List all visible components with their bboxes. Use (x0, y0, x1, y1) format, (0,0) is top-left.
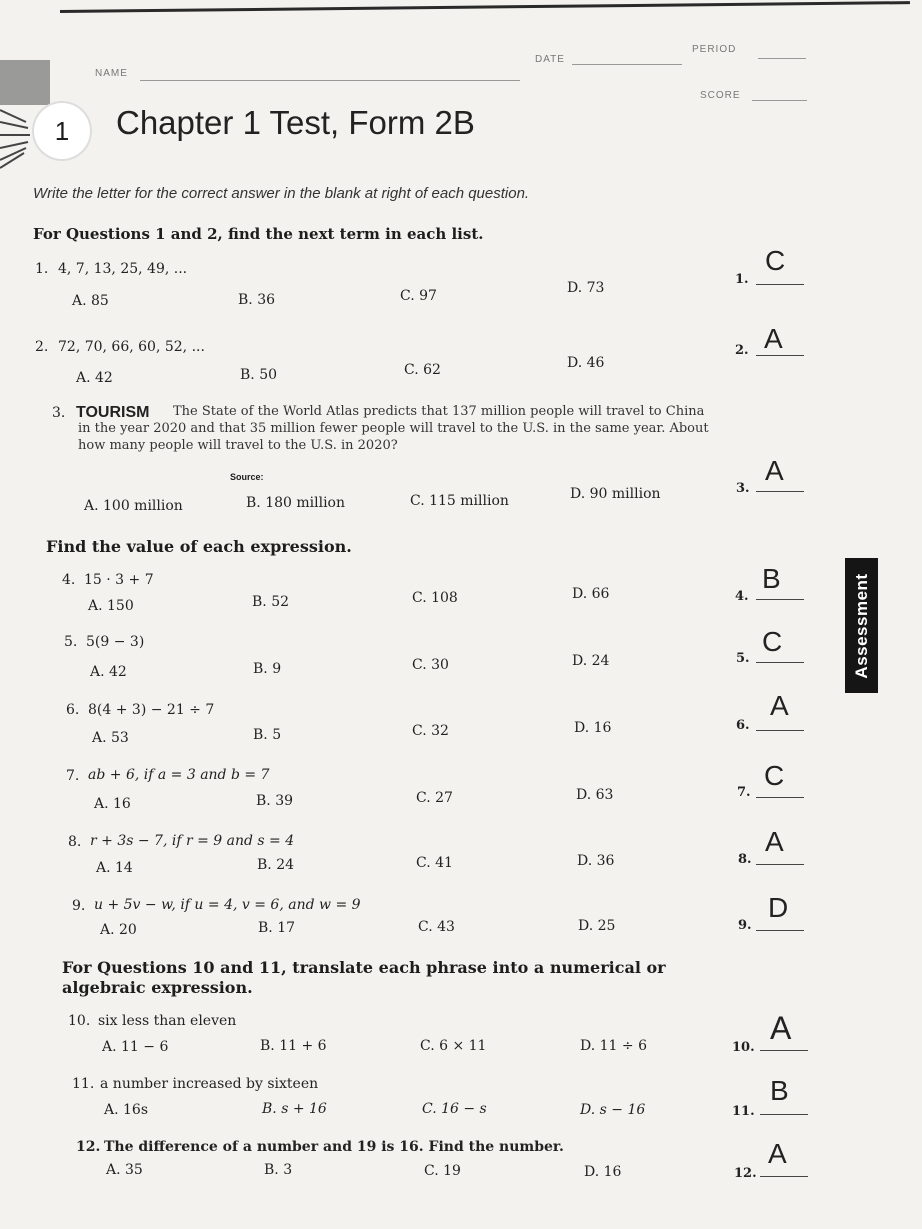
option-b[interactable]: B. 17 (258, 920, 296, 936)
score-line[interactable] (752, 100, 807, 101)
answer-line (756, 730, 804, 731)
answer-line (760, 1176, 808, 1177)
section-heading-3: For Questions 10 and 11, translate each phrase into a numerical or algebraic expression. (62, 958, 666, 997)
question-text: The difference of a number and 19 is 16. Find the number. (104, 1139, 564, 1155)
option-a[interactable]: A. 35 (106, 1162, 143, 1178)
option-d[interactable]: D. 16 (574, 720, 612, 736)
source-label: Source: (230, 472, 264, 482)
answer-blank[interactable]: A (764, 323, 783, 354)
question-number: 3. (52, 405, 66, 421)
option-d[interactable]: D. 90 million (570, 486, 661, 502)
answer-line (756, 491, 804, 492)
question-number: 2. (35, 339, 49, 355)
option-b[interactable]: B. 180 million (246, 495, 345, 511)
answer-number: 1. (735, 272, 749, 287)
answer-number: 2. (735, 343, 749, 358)
question-number: 10. (68, 1013, 91, 1029)
question-number: 6. (66, 702, 80, 718)
option-a[interactable]: A. 14 (96, 860, 133, 876)
section-heading-1: For Questions 1 and 2, find the next term in each list. (33, 225, 484, 243)
option-a[interactable]: A. 42 (76, 370, 113, 386)
option-d[interactable]: D. 16 (584, 1164, 622, 1180)
answer-number: 3. (736, 481, 750, 496)
option-d[interactable]: D. 63 (576, 787, 614, 803)
option-a[interactable]: A. 53 (92, 730, 129, 746)
answer-blank[interactable]: B (770, 1075, 789, 1106)
option-c[interactable]: C. 108 (412, 590, 458, 606)
answer-blank[interactable]: A (770, 690, 789, 721)
answer-number: 9. (738, 918, 752, 933)
answer-blank[interactable]: C (762, 626, 783, 657)
question-text: 15 · 3 + 7 (84, 572, 154, 588)
option-b[interactable]: B. 5 (253, 727, 282, 743)
option-a[interactable]: A. 11 − 6 (102, 1039, 169, 1055)
option-b[interactable]: B. 11 + 6 (260, 1038, 327, 1054)
option-c[interactable]: C. 43 (418, 919, 455, 935)
option-a[interactable]: A. 100 million (84, 498, 183, 514)
date-line[interactable] (572, 64, 682, 65)
answer-number: 7. (737, 785, 751, 800)
top-rule (60, 1, 910, 13)
name-line[interactable] (140, 80, 520, 81)
option-a[interactable]: A. 20 (100, 922, 137, 938)
period-label: PERIOD (692, 44, 737, 55)
answer-blank[interactable]: C (764, 760, 785, 791)
option-b[interactable]: B. 24 (257, 857, 295, 873)
answer-blank[interactable]: C (765, 245, 786, 276)
answer-line (756, 284, 804, 285)
page-title: Chapter 1 Test, Form 2B (116, 104, 475, 141)
option-c[interactable]: C. 16 − s (422, 1101, 487, 1117)
option-a[interactable]: A. 150 (88, 598, 134, 614)
question-text: u + 5v − w, if u = 4, v = 6, and w = 9 (94, 897, 361, 913)
option-d[interactable]: D. 36 (577, 853, 615, 869)
chapter-number-badge: 1 (34, 103, 90, 159)
option-c[interactable]: C. 27 (416, 790, 453, 806)
instructions: Write the letter for the correct answer in the blank at right of each question. (33, 185, 530, 202)
assessment-side-tab (845, 558, 878, 693)
answer-blank[interactable]: B (762, 563, 781, 594)
question-number: 7. (66, 768, 80, 784)
question-text: 8(4 + 3) − 21 ÷ 7 (88, 702, 215, 718)
question-text: The State of the World Atlas predicts that 137 million people will travel to China in the year 2020 and that 35 million fewer people will travel to the U.S. in the same year. About how many people will travel to the U.S. in 2020? (78, 404, 709, 453)
section-heading-2: Find the value of each expression. (46, 537, 352, 556)
option-c[interactable]: C. 30 (412, 657, 449, 673)
question-text: 4, 7, 13, 25, 49, ... (58, 261, 188, 277)
option-d[interactable]: D. 25 (578, 918, 616, 934)
question-text: six less than eleven (98, 1013, 237, 1029)
answer-number: 11. (732, 1104, 755, 1119)
option-d[interactable]: D. 73 (567, 280, 605, 296)
option-b[interactable]: B. 9 (253, 661, 282, 677)
answer-blank[interactable]: A (765, 455, 784, 486)
option-c[interactable]: C. 62 (404, 362, 441, 378)
answer-blank[interactable]: D (768, 892, 789, 923)
answer-number: 10. (732, 1040, 755, 1055)
question-text: 5(9 − 3) (86, 634, 145, 650)
answer-line (756, 599, 804, 600)
answer-line (756, 355, 804, 356)
answer-blank[interactable]: A (768, 1138, 787, 1169)
option-c[interactable]: C. 32 (412, 723, 449, 739)
question-topic-label: TOURISM (76, 404, 150, 421)
option-d[interactable]: D. 24 (572, 653, 610, 669)
answer-line (756, 864, 804, 865)
date-label: DATE (535, 54, 565, 65)
option-c[interactable]: C. 19 (424, 1163, 461, 1179)
score-label: SCORE (700, 90, 741, 101)
option-a[interactable]: A. 42 (90, 664, 127, 680)
answer-blank[interactable]: A (770, 1010, 792, 1046)
answer-number: 4. (735, 589, 749, 604)
option-c[interactable]: C. 41 (416, 855, 453, 871)
question-text: a number increased by sixteen (100, 1076, 319, 1092)
period-line[interactable] (758, 58, 806, 59)
question-number: 12. (76, 1139, 101, 1155)
question-number: 1. (35, 261, 49, 277)
option-b[interactable]: B. 39 (256, 793, 294, 809)
question-text: ab + 6, if a = 3 and b = 7 (88, 767, 270, 783)
option-c[interactable]: C. 6 × 11 (420, 1038, 487, 1054)
question-text: r + 3s − 7, if r = 9 and s = 4 (90, 833, 295, 849)
answer-line (756, 662, 804, 663)
name-label: NAME (95, 68, 128, 79)
question-number: 8. (68, 834, 82, 850)
answer-line (756, 930, 804, 931)
option-d[interactable]: D. 11 ÷ 6 (580, 1038, 647, 1054)
answer-line (756, 797, 804, 798)
option-b[interactable]: B. 36 (238, 292, 276, 308)
question-number: 9. (72, 898, 86, 914)
option-b[interactable]: B. s + 16 (262, 1101, 327, 1117)
question-number: 11. (72, 1076, 95, 1092)
answer-line (760, 1114, 808, 1115)
answer-blank[interactable]: A (765, 826, 784, 857)
option-d[interactable]: D. 66 (572, 586, 610, 602)
answer-line (760, 1050, 808, 1051)
option-b[interactable]: B. 3 (264, 1162, 293, 1178)
option-a[interactable]: A. 85 (72, 293, 109, 309)
option-a[interactable]: A. 16s (104, 1102, 149, 1118)
question-number: 4. (62, 572, 76, 588)
option-b[interactable]: B. 52 (252, 594, 290, 610)
answer-number: 5. (736, 651, 750, 666)
option-c[interactable]: C. 97 (400, 288, 437, 304)
answer-number: 8. (738, 852, 752, 867)
question-text: 72, 70, 66, 60, 52, ... (58, 339, 205, 355)
option-c[interactable]: C. 115 million (410, 493, 509, 509)
answer-number: 6. (736, 718, 750, 733)
side-tab-label: Assessment (851, 572, 871, 679)
option-d[interactable]: D. 46 (567, 355, 605, 371)
option-d[interactable]: D. s − 16 (580, 1102, 646, 1118)
option-b[interactable]: B. 50 (240, 367, 278, 383)
answer-number: 12. (734, 1166, 757, 1181)
question-number: 5. (64, 634, 78, 650)
option-a[interactable]: A. 16 (94, 796, 131, 812)
